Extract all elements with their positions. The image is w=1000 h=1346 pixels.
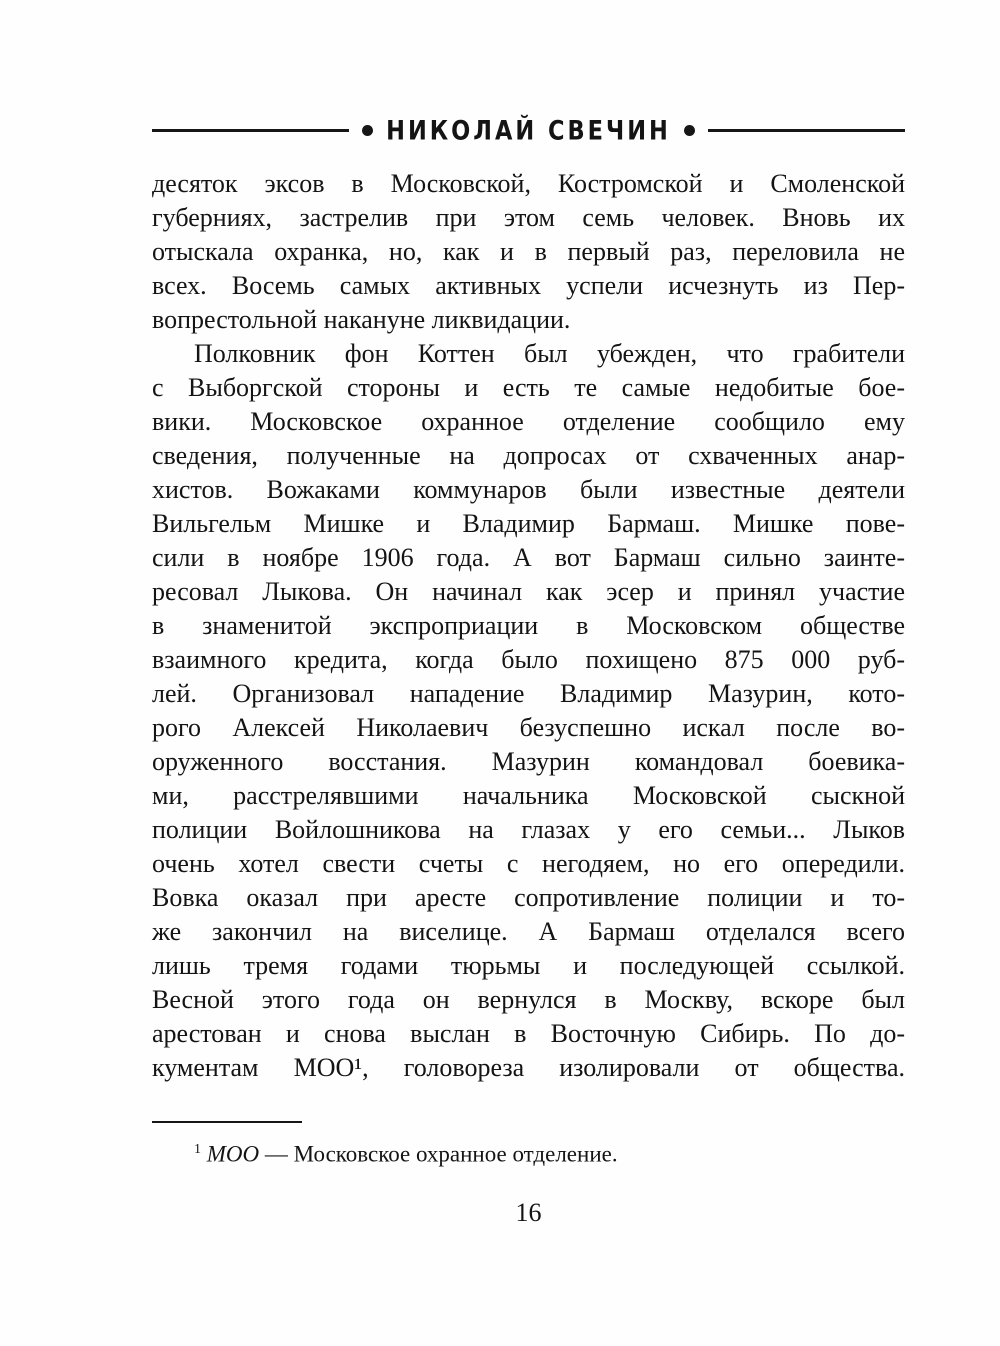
text-line: губерниях, застрелив при этом семь человек. Вновь их (152, 203, 905, 232)
text-line: с Выборгской стороны и есть те самые недобитые бое- (152, 373, 905, 402)
text-line: взаимного кредита, когда было похищено 875 000 руб- (152, 645, 905, 674)
running-header (152, 116, 905, 145)
paragraph (152, 167, 905, 337)
header-dot-left (362, 125, 373, 136)
body-text (152, 167, 905, 1085)
text-line: ресовал Лыкова. Он начинал как эсер и принял участие (152, 577, 905, 606)
text-line: арестован и снова выслан в Восточную Сибирь. По до- (152, 1019, 905, 1048)
text-line: Вовка оказал при аресте сопротивление полиции и то- (152, 883, 905, 912)
text-line: же закончил на виселице. А Бармаш отделался всего (152, 917, 905, 946)
text-line: сведения, полученные на допросах от схваченных анар- (152, 441, 905, 470)
text-line: Вильгельм Мишке и Владимир Бармаш. Мишке пове- (152, 509, 905, 538)
text-line: десяток эксов в Московской, Костромской и Смоленской (152, 169, 905, 198)
text-line: лей. Организовал нападение Владимир Мазурин, кото- (152, 679, 905, 708)
text-line: отыскала охранка, но, как и в первый раз, переловила не (152, 237, 905, 266)
text-line: хистов. Вожаками коммунаров были известные деятели (152, 475, 905, 504)
text-line: в знаменитой экспроприации в Московском обществе (152, 611, 905, 640)
header-rule-left (152, 129, 349, 132)
text-line: сили в ноябре 1906 года. А вот Бармаш сильно заинте- (152, 543, 905, 572)
text-line: кументам МОО¹, головореза изолировали от общества. (152, 1053, 905, 1082)
footnote-marker: 1 (194, 1142, 201, 1157)
header-dot-right (684, 125, 695, 136)
text-line: рого Алексей Николаевич безуспешно искал после во- (152, 713, 905, 742)
text-line: очень хотел свести счеты с негодяем, но его опередили. (152, 849, 905, 878)
header-rule-right (708, 129, 905, 132)
text-block (152, 0, 905, 1193)
page-number: 16 (515, 1198, 542, 1227)
text-line: Весной этого года он вернулся в Москву, вскоре был (152, 985, 905, 1014)
text-line: вопрестольной накануне ликвидации. (152, 305, 571, 334)
author-title: НИКОЛАЙ СВЕЧИН (386, 114, 671, 147)
text-line: полиции Войлошникова на глазах у его семьи... Лыков (152, 815, 905, 844)
paragraph (152, 337, 905, 1085)
text-line: оруженного восстания. Мазурин командовал боевика- (152, 747, 905, 776)
footnote-term: МОО (206, 1141, 260, 1167)
text-line: всех. Восемь самых активных успели исчезнуть из Пер- (152, 271, 905, 300)
text-line: Полковник фон Коттен был убежден, что грабители (194, 339, 905, 368)
text-line: ми, расстрелявшими начальника Московской сыскной (152, 781, 905, 810)
footnote-text: — Московское охранное отделение. (264, 1141, 618, 1167)
text-line: вики. Московское охранное отделение сообщило ему (152, 407, 905, 436)
text-line: лишь тремя годами тюрьмы и последующей ссылкой. (152, 951, 905, 980)
footnote (152, 1135, 905, 1170)
footnote-separator (152, 1121, 302, 1123)
